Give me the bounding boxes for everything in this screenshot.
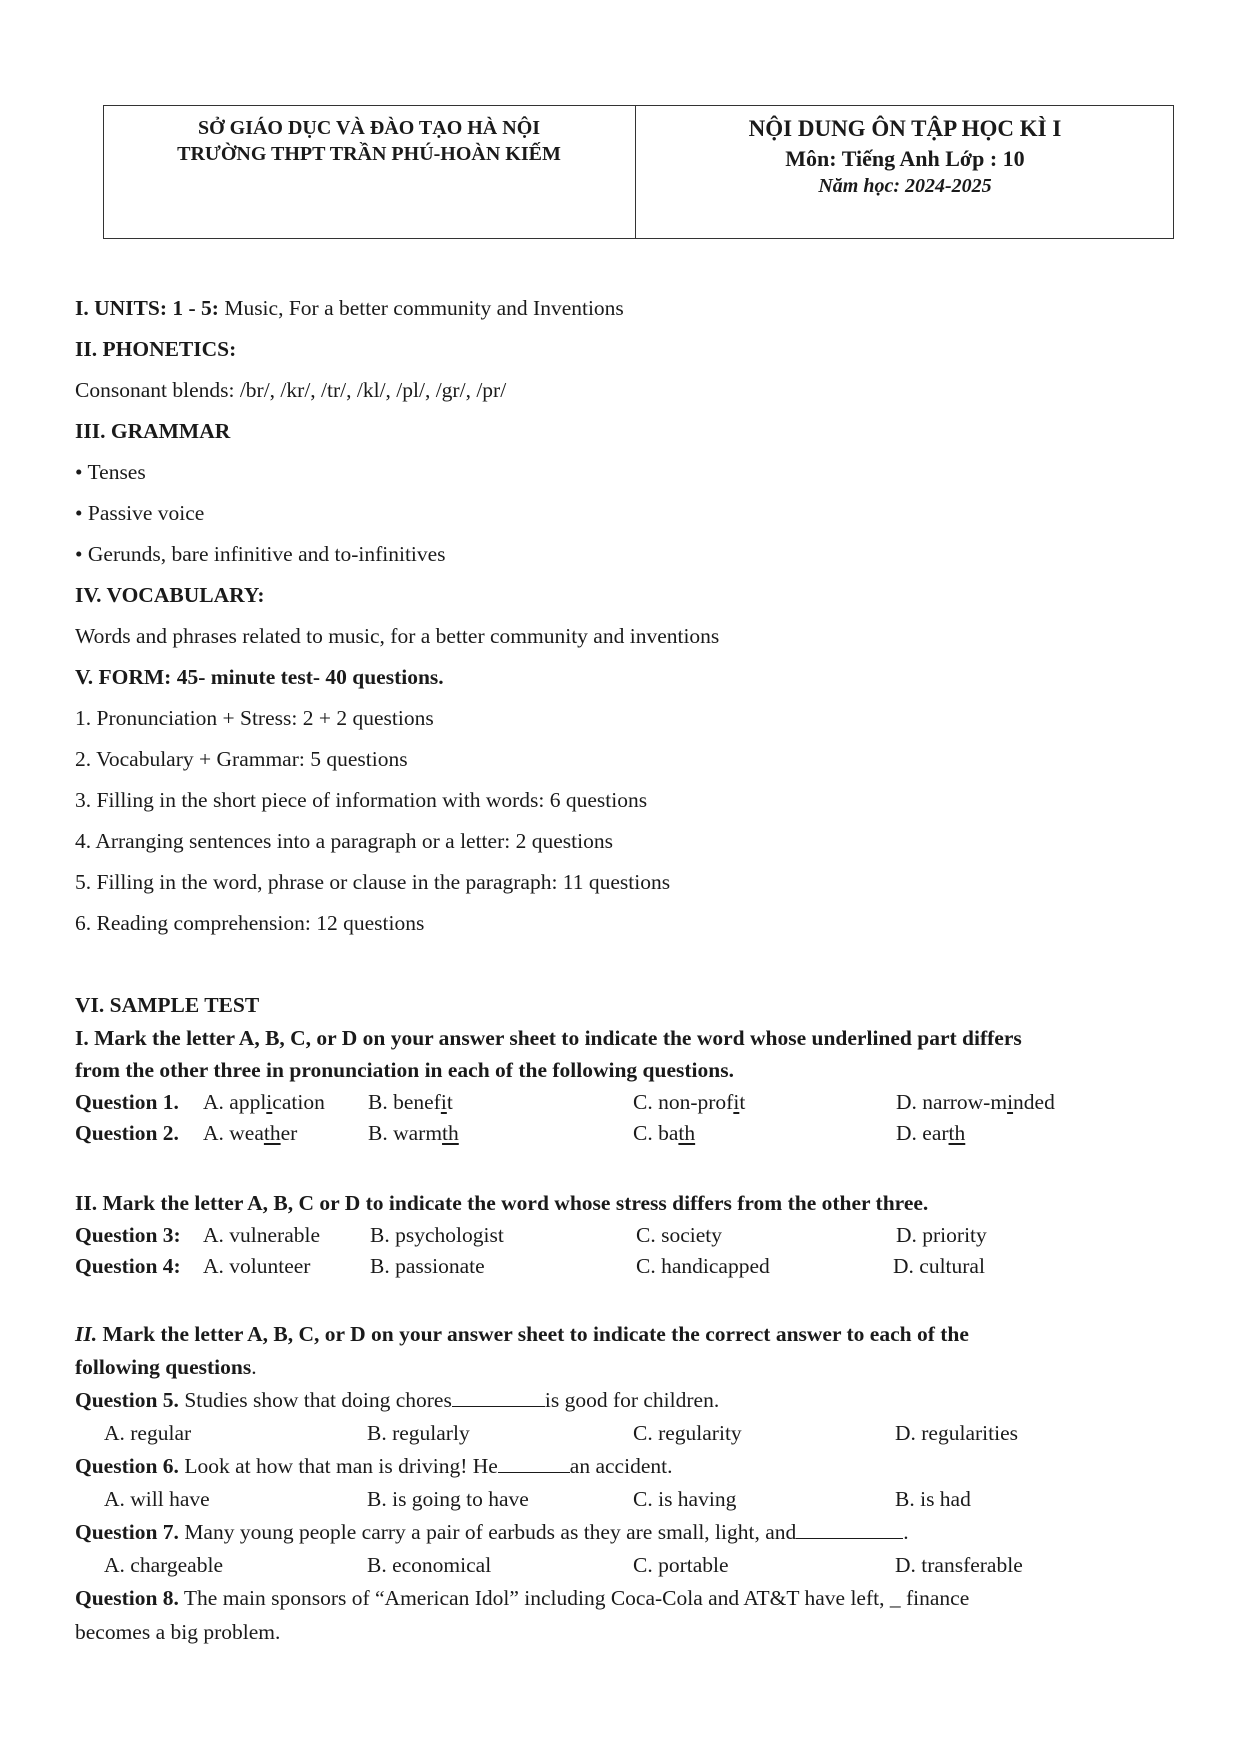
option-d: D. cultural xyxy=(893,1254,985,1278)
option-b: B. passionate xyxy=(370,1254,485,1278)
answer-blank xyxy=(796,1520,903,1539)
question-stem: Question 5. Studies show that doing chores is good for children. xyxy=(75,1388,720,1412)
header-school-year: Năm học: 2024-2025 xyxy=(818,175,992,197)
option-d: D. earth xyxy=(896,1121,966,1145)
question-stem: Question 8. The main sponsors of “American Idol” including Coca-Cola and AT&T have left, _ finance xyxy=(75,1586,970,1610)
option-a: A. weather xyxy=(203,1121,298,1145)
option-c: C. bath xyxy=(633,1121,696,1145)
vocabulary-heading: IV. VOCABULARY: xyxy=(75,583,265,607)
option-b: B. psychologist xyxy=(370,1223,504,1247)
option-d: D. priority xyxy=(896,1223,987,1247)
grammar-item: • Passive voice xyxy=(75,501,205,525)
form-heading: V. FORM: 45- minute test- 40 questions. xyxy=(75,665,444,689)
part3-instruction-line2: following questions. xyxy=(75,1355,257,1379)
answer-blank xyxy=(498,1454,570,1473)
option-d: D. regularities xyxy=(895,1421,1018,1445)
header-school: TRƯỜNG THPT TRẦN PHÚ-HOÀN KIẾM xyxy=(177,143,561,165)
form-item: 3. Filling in the short piece of information with words: 6 questions xyxy=(75,788,648,812)
option-d: D. narrow-minded xyxy=(896,1090,1055,1114)
form-item: 1. Pronunciation + Stress: 2 + 2 questions xyxy=(75,706,434,730)
option-a: A. vulnerable xyxy=(203,1223,321,1247)
answer-blank xyxy=(452,1388,545,1407)
option-b: B. benefit xyxy=(368,1090,453,1114)
question-stem-continued: becomes a big problem. xyxy=(75,1620,281,1644)
question-label: Question 3: xyxy=(75,1223,181,1247)
units-text: Music, For a better community and Inventions xyxy=(218,296,624,320)
option-c: C. portable xyxy=(633,1553,729,1577)
header-title: NỘI DUNG ÔN TẬP HỌC KÌ I xyxy=(748,116,1062,141)
phonetics-heading: II. PHONETICS: xyxy=(75,337,237,361)
option-a: A. will have xyxy=(104,1487,210,1511)
option-a: A. application xyxy=(203,1090,325,1114)
option-a: A. volunteer xyxy=(203,1254,311,1278)
question-label: Question 2. xyxy=(75,1121,179,1145)
question-label: Question 4: xyxy=(75,1254,181,1278)
part2-instruction: II. Mark the letter A, B, C or D to indicate the word whose stress differs from the other three. xyxy=(75,1191,929,1215)
grammar-item: • Tenses xyxy=(75,460,146,484)
units-label: I. UNITS: 1 - 5: xyxy=(75,296,219,320)
units-line xyxy=(75,296,624,321)
option-b: B. warmth xyxy=(368,1121,459,1145)
part1-instruction-line2: from the other three in pronunciation in each of the following questions. xyxy=(75,1058,734,1082)
phonetics-text: Consonant blends: /br/, /kr/, /tr/, /kl/, /pl/, /gr/, /pr/ xyxy=(75,378,507,402)
grammar-item: • Gerunds, bare infinitive and to-infinitives xyxy=(75,542,446,566)
option-c: C. handicapped xyxy=(636,1254,770,1278)
option-d: D. transferable xyxy=(895,1553,1023,1577)
part1-instruction-line1: I. Mark the letter A, B, C, or D on your answer sheet to indicate the word whose underlined part differs xyxy=(75,1026,1022,1050)
option-c: C. non-profit xyxy=(633,1090,746,1114)
question-stem: Question 7. Many young people carry a pair of earbuds as they are small, light, and . xyxy=(75,1520,909,1544)
grammar-heading: III. GRAMMAR xyxy=(75,419,231,443)
option-b: B. economical xyxy=(367,1553,492,1577)
option-c: C. society xyxy=(636,1223,722,1247)
option-b: B. is going to have xyxy=(367,1487,529,1511)
header-subject: Môn: Tiếng Anh Lớp : 10 xyxy=(785,146,1025,171)
form-item: 5. Filling in the word, phrase or clause in the paragraph: 11 questions xyxy=(75,870,671,894)
header-department: SỞ GIÁO DỤC VÀ ĐÀO TẠO HÀ NỘI xyxy=(197,117,541,139)
option-d: B. is had xyxy=(895,1487,971,1511)
option-a: A. chargeable xyxy=(104,1553,223,1577)
form-item: 6. Reading comprehension: 12 questions xyxy=(75,911,425,935)
sample-test-heading: VI. SAMPLE TEST xyxy=(75,993,260,1017)
option-c: C. regularity xyxy=(633,1421,742,1445)
option-c: C. is having xyxy=(633,1487,737,1511)
form-item: 2. Vocabulary + Grammar: 5 questions xyxy=(75,747,408,771)
vocabulary-text: Words and phrases related to music, for a better community and inventions xyxy=(75,624,720,648)
part3-instruction-line1: II. Mark the letter A, B, C, or D on your answer sheet to indicate the correct answer to each of the xyxy=(75,1322,969,1346)
option-a: A. regular xyxy=(104,1421,192,1445)
question-label: Question 1. xyxy=(75,1090,179,1114)
option-b: B. regularly xyxy=(367,1421,470,1445)
question-stem: Question 6. Look at how that man is driving! He an accident. xyxy=(75,1454,673,1478)
form-item: 4. Arranging sentences into a paragraph or a letter: 2 questions xyxy=(75,829,613,853)
